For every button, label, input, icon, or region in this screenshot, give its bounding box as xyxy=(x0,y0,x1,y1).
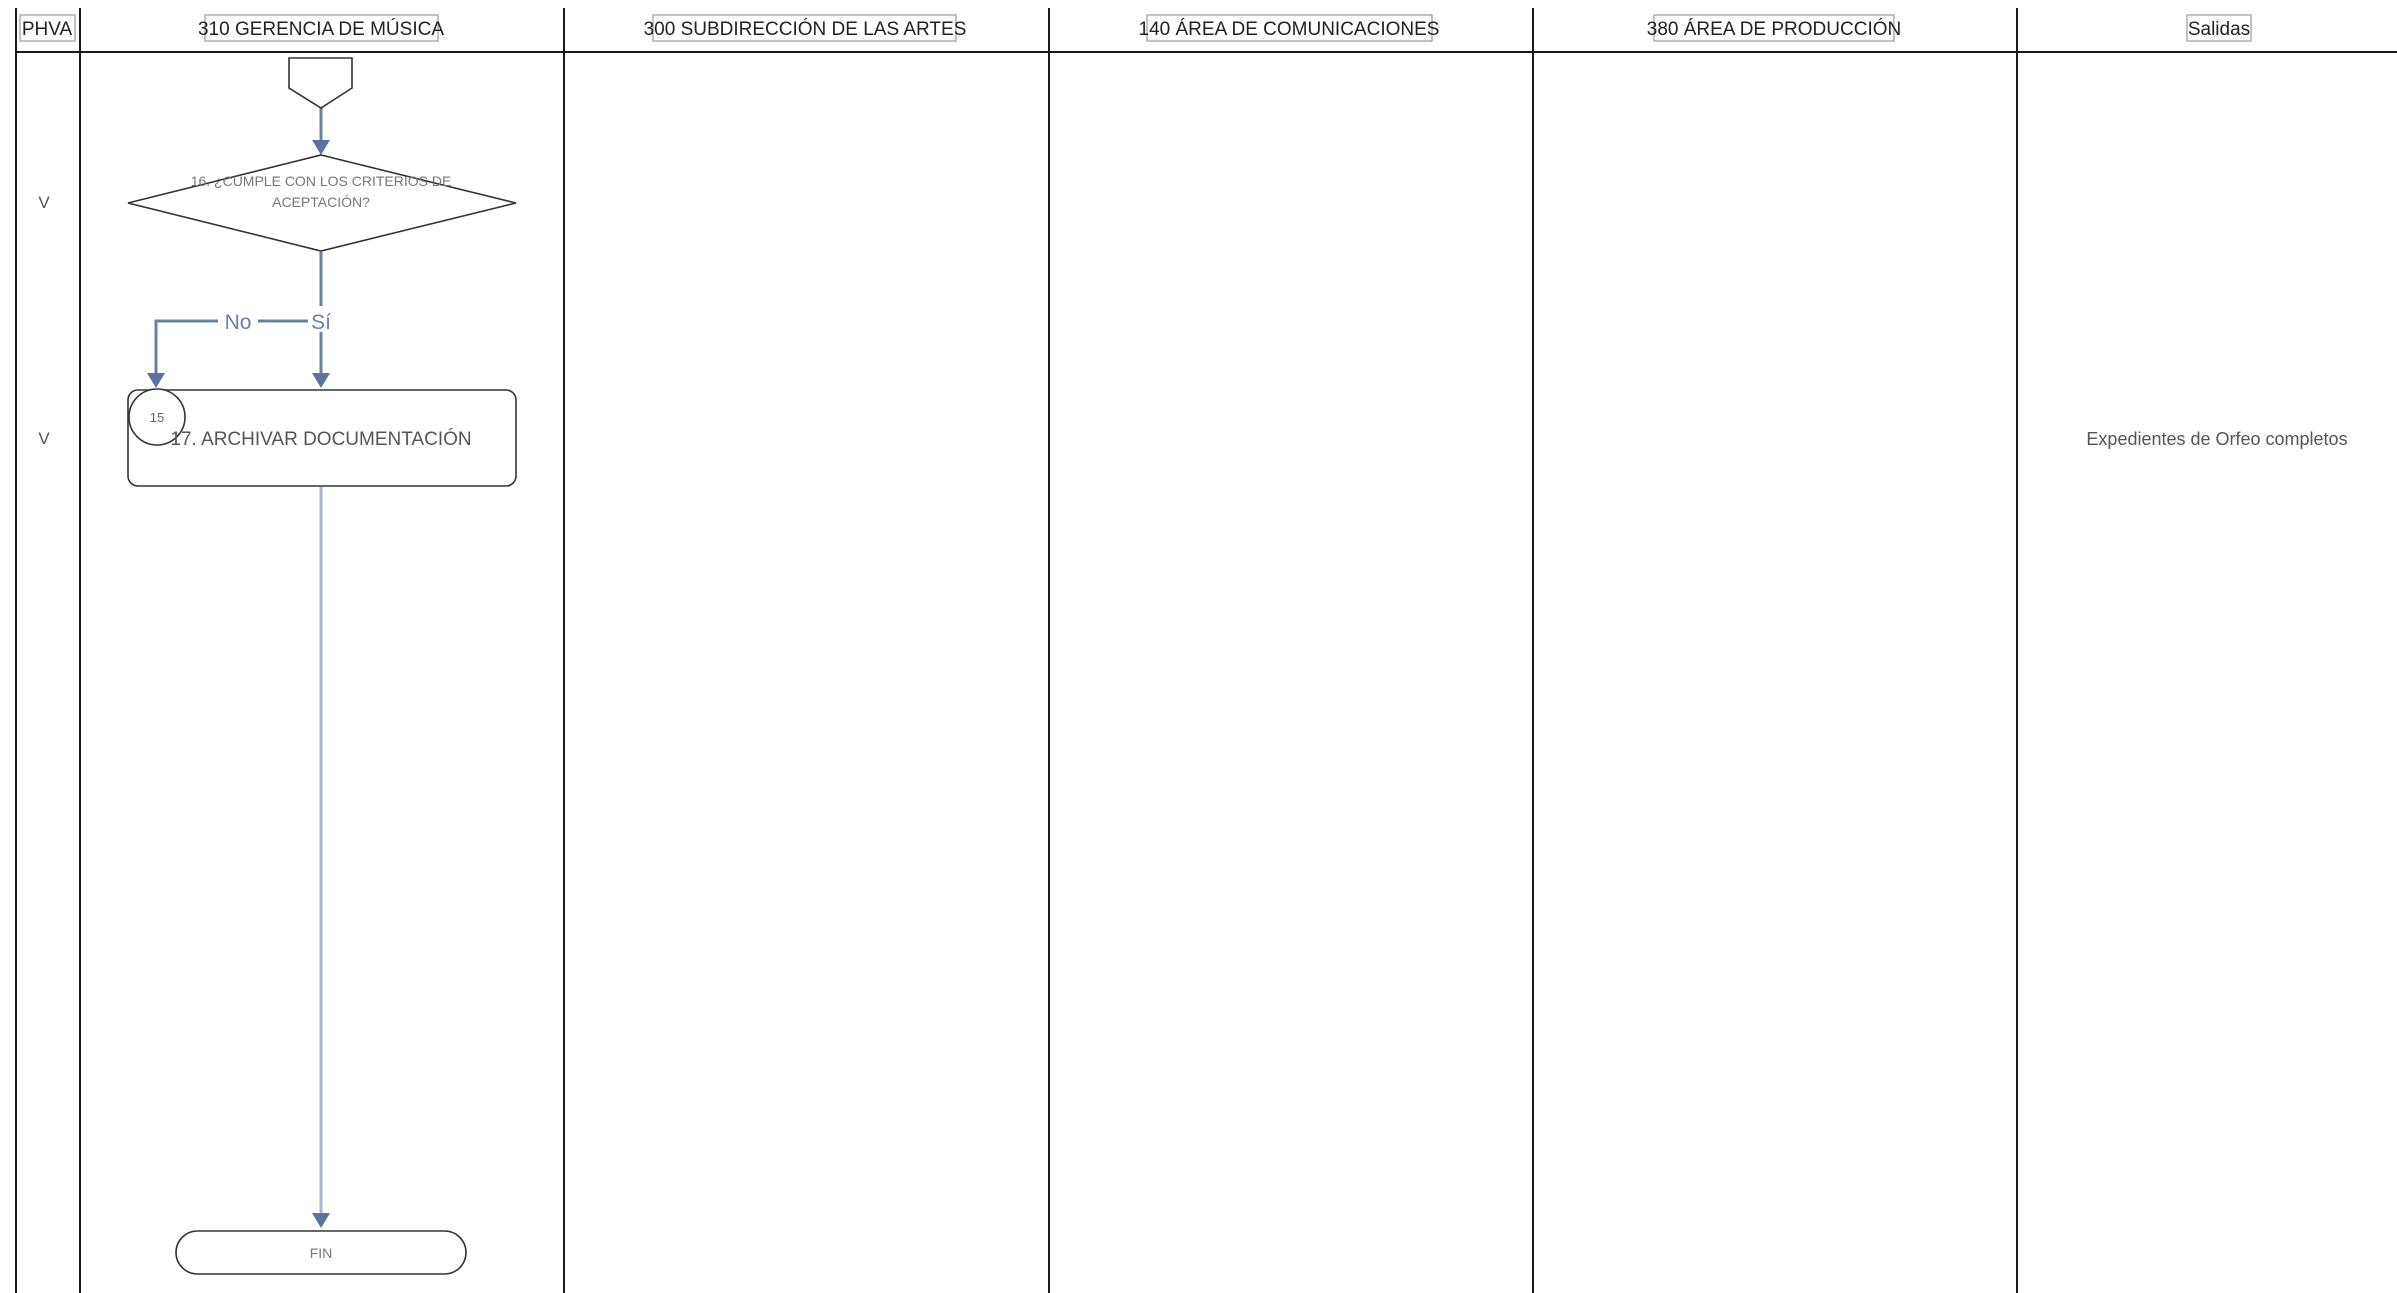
header-lane-2: 300 SUBDIRECCIÓN DE LAS ARTES xyxy=(643,19,967,40)
branch-label-yes: Sí xyxy=(311,311,331,334)
header-lane-4: 380 ÁREA DE PRODUCCIÓN xyxy=(1646,19,1902,40)
header-outputs: Salidas xyxy=(2187,19,2251,40)
phva-mark-row-2: V xyxy=(38,429,50,448)
arrowhead-end xyxy=(312,1213,330,1228)
arrowhead-no xyxy=(147,373,165,388)
decision-label-line-1: 16. ¿CUMPLE CON LOS CRITERIOS DE xyxy=(190,173,452,189)
header-lane-3: 140 ÁREA DE COMUNICACIONES xyxy=(1138,19,1440,40)
output-row-2: Expedientes de Orfeo completos xyxy=(2086,429,2348,449)
arrowhead-decision xyxy=(312,140,330,155)
connectors xyxy=(147,108,330,1228)
header-row xyxy=(20,15,2251,41)
branch-label-no: No xyxy=(224,311,252,334)
decision-label-line-2: ACEPTACIÓN? xyxy=(272,194,370,210)
phva-mark-row-1: V xyxy=(38,193,50,212)
header-phva: PHVA xyxy=(21,19,73,40)
task-label: 17. ARCHIVAR DOCUMENTACIÓN xyxy=(170,429,472,450)
arrowhead-yes xyxy=(312,373,330,388)
offpage-connector xyxy=(289,58,352,108)
task-ref-number: 15 xyxy=(149,410,165,425)
header-lane-1: 310 GERENCIA DE MÚSICA xyxy=(197,19,445,40)
end-label: FIN xyxy=(309,1245,333,1261)
